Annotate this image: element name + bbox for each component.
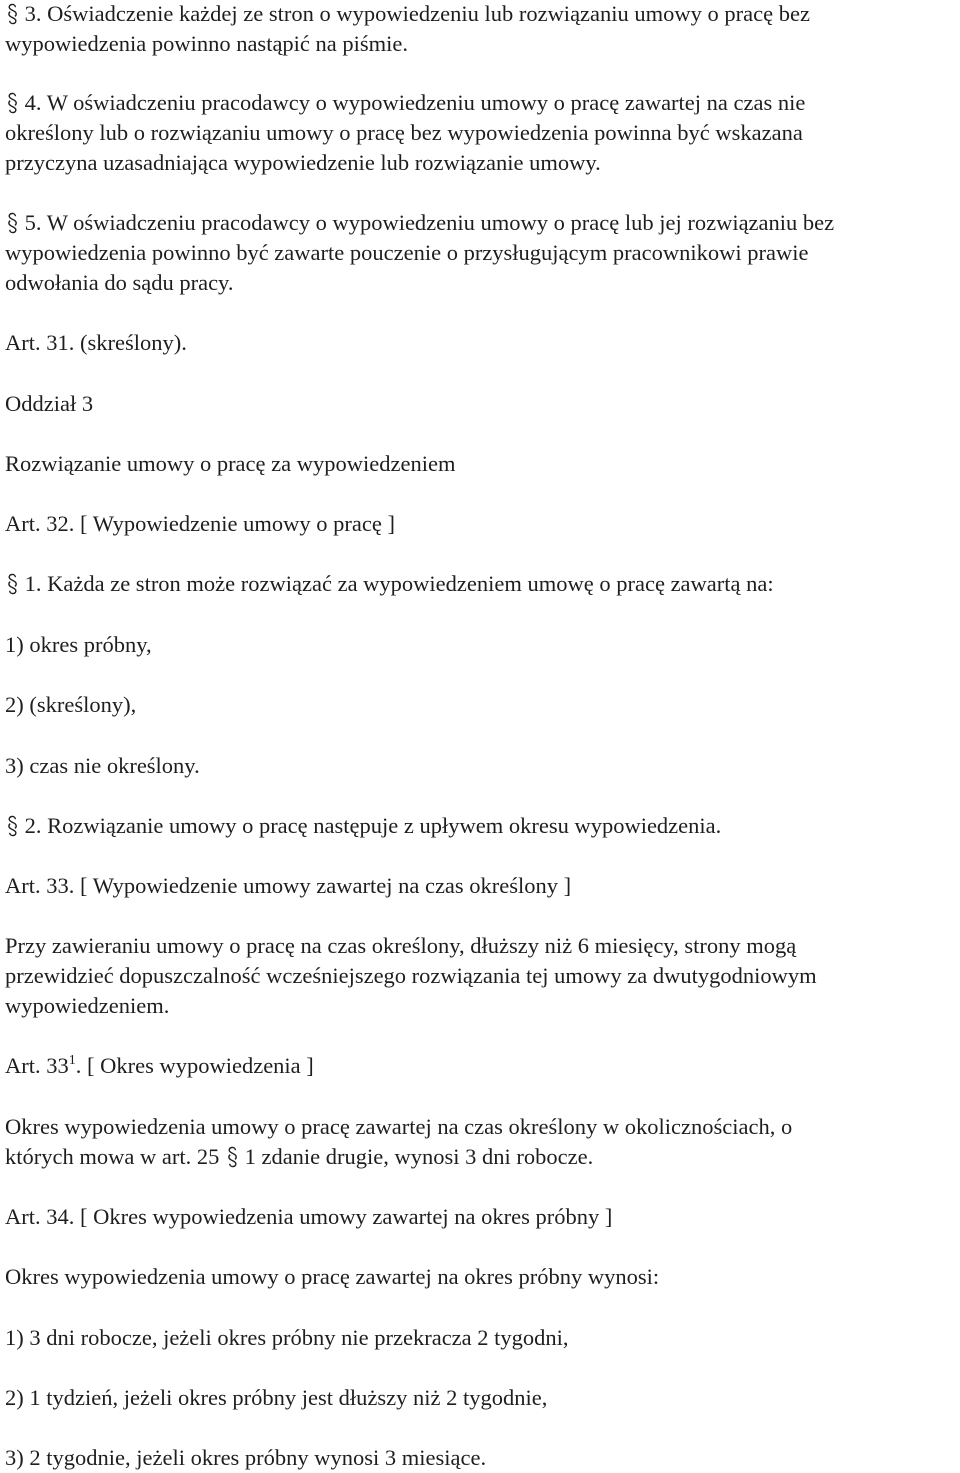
text-segment: . [ Okres wypowiedzenia ] (75, 1053, 314, 1078)
text-line (5, 88, 957, 118)
art-32-par-1 (5, 569, 957, 599)
text-segment: 3. Oświadczenie każdej ze stron o wypowiedzeniu lub rozwiązaniu umowy o pracę bez (24, 1, 810, 26)
section-sign-icon (6, 815, 19, 837)
text-segment: 5. W oświadczeniu pracodawcy o wypowiedzeniu umowy o pracę lub jej rozwiązaniu bez (24, 210, 835, 235)
list-item: 3) 2 tygodnie, jeżeli okres próbny wynosi 3 miesiące. (5, 1445, 487, 1470)
text-segment: 1 zdanie drugie, wynosi 3 dni robocze. (244, 1144, 594, 1169)
text-line: Okres wypowiedzenia umowy o pracę zawartej na czas określony w okolicznościach, o (5, 1114, 793, 1139)
art-32-heading: Art. 32. [ Wypowiedzenie umowy o pracę ] (5, 511, 395, 536)
division-title: Rozwiązanie umowy o pracę za wypowiedzeniem (5, 451, 456, 476)
text-segment: Art. 33 (5, 1053, 69, 1078)
art-33-body (5, 931, 957, 1021)
paragraph-4 (5, 88, 957, 178)
art-32-par-2 (5, 811, 957, 841)
text-line: przewidzieć dopuszczalność wcześniejszego rozwiązania tej umowy za dwutygodniowym (5, 963, 817, 988)
list-item: 1) okres próbny, (5, 632, 152, 657)
paragraph-3 (5, 0, 957, 59)
text-line (5, 1142, 957, 1172)
art-34-intro: Okres wypowiedzenia umowy o pracę zawartej na okres próbny wynosi: (5, 1264, 660, 1289)
text-line: odwołania do sądu pracy. (5, 270, 234, 295)
section-sign-icon (6, 92, 19, 114)
text-line: Przy zawieraniu umowy o pracę na czas określony, dłuższy niż 6 miesięcy, strony mogą (5, 933, 797, 958)
art-31: Art. 31. (skreślony). (5, 330, 187, 355)
text-line: określony lub o rozwiązaniu umowy o pracę bez wypowiedzenia powinna być wskazana (5, 120, 803, 145)
section-sign-icon (6, 212, 19, 234)
art-33-1-heading (5, 1051, 957, 1081)
text-line (5, 0, 957, 29)
list-item: 2) 1 tydzień, jeżeli okres próbny jest dłuższy niż 2 tygodnie, (5, 1385, 548, 1410)
art-34-heading: Art. 34. [ Okres wypowiedzenia umowy zawartej na okres próbny ] (5, 1204, 613, 1229)
art-33-1-body (5, 1112, 957, 1172)
text-line (5, 208, 957, 238)
text-segment: 1. Każda ze stron może rozwiązać za wypowiedzeniem umowę o pracę zawartą na: (24, 571, 774, 596)
text-segment: 4. W oświadczeniu pracodawcy o wypowiedzeniu umowy o pracę zawartej na czas nie (24, 90, 806, 115)
division-heading: Oddział 3 (5, 391, 94, 416)
art-33-heading: Art. 33. [ Wypowiedzenie umowy zawartej na czas określony ] (5, 873, 572, 898)
superscript: 1 (68, 1053, 76, 1068)
text-line: wypowiedzeniem. (5, 993, 170, 1018)
list-item: 3) czas nie określony. (5, 753, 200, 778)
text-line: wypowiedzenia powinno nastąpić na piśmie. (5, 31, 409, 56)
section-sign-icon (6, 3, 19, 25)
section-sign-icon (226, 1146, 239, 1168)
text-segment: których mowa w art. 25 (5, 1144, 220, 1169)
section-sign-icon (6, 573, 19, 595)
list-item: 2) (skreślony), (5, 692, 137, 717)
text-line: przyczyna uzasadniająca wypowiedzenie lub rozwiązanie umowy. (5, 150, 601, 175)
text-line: wypowiedzenia powinno być zawarte pouczenie o przysługującym pracownikowi prawie (5, 240, 809, 265)
list-item: 1) 3 dni robocze, jeżeli okres próbny nie przekracza 2 tygodni, (5, 1325, 569, 1350)
paragraph-5 (5, 208, 957, 298)
text-segment: 2. Rozwiązanie umowy o pracę następuje z upływem okresu wypowiedzenia. (24, 813, 722, 838)
